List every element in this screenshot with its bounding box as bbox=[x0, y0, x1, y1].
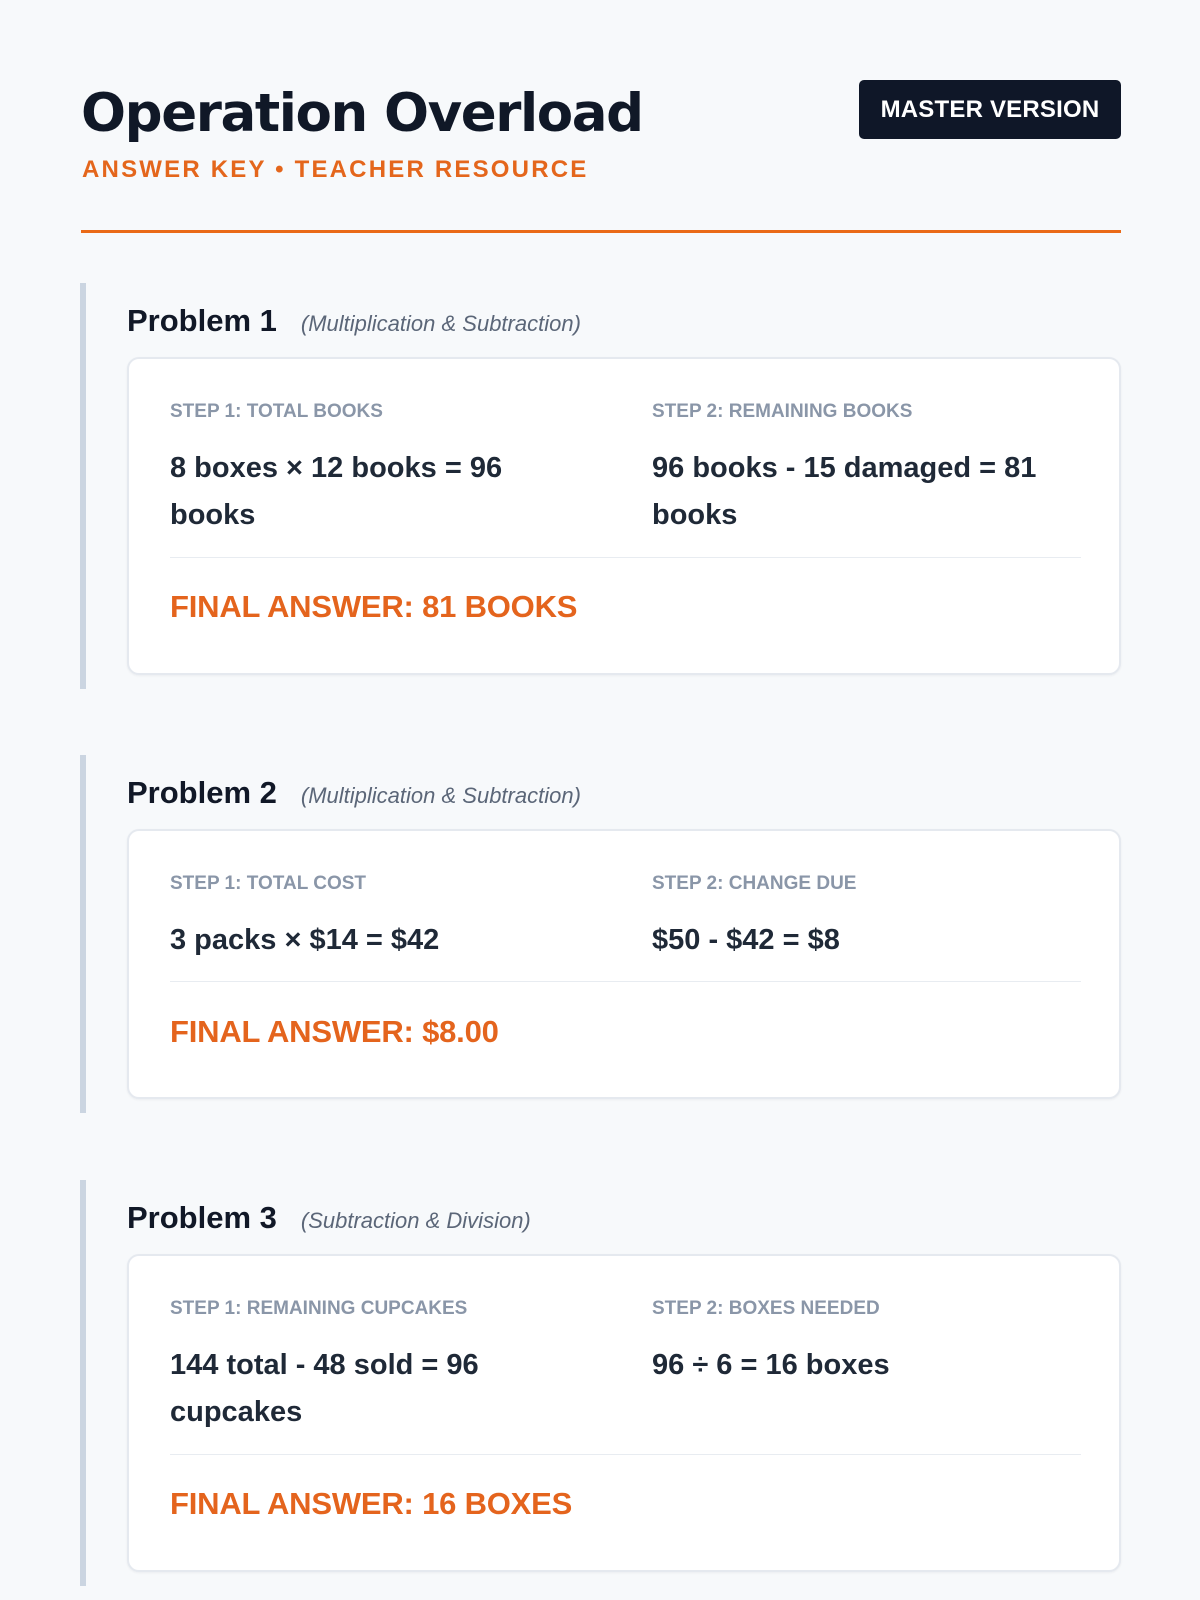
problem-operation-type: (Multiplication & Subtraction) bbox=[300, 783, 581, 808]
step-label: STEP 2: CHANGE DUE bbox=[652, 873, 857, 894]
step-equation: 144 total - 48 sold = 96 cupcakes bbox=[170, 1349, 479, 1428]
step-1 bbox=[170, 399, 590, 539]
page-title: Operation Overload bbox=[81, 83, 643, 144]
problem-1-section bbox=[80, 283, 1127, 689]
problem-solution-card bbox=[127, 357, 1121, 675]
problem-title: Problem 3 bbox=[127, 1200, 277, 1235]
step-1 bbox=[170, 1296, 590, 1436]
problem-heading bbox=[127, 301, 581, 341]
step-1 bbox=[170, 871, 590, 964]
card-divider bbox=[170, 557, 1081, 558]
problem-operation-type: (Subtraction & Division) bbox=[300, 1208, 531, 1233]
step-label: STEP 1: TOTAL BOOKS bbox=[170, 401, 383, 422]
step-label: STEP 1: TOTAL COST bbox=[170, 873, 367, 894]
step-equation: 8 boxes × 12 books = 96 books bbox=[170, 452, 503, 531]
card-divider bbox=[170, 981, 1081, 982]
step-equation: 96 ÷ 6 = 16 boxes bbox=[652, 1349, 890, 1381]
final-answer: FINAL ANSWER: $8.00 bbox=[170, 1014, 499, 1049]
problem-heading bbox=[127, 1198, 531, 1238]
problem-operation-type: (Multiplication & Subtraction) bbox=[300, 311, 581, 336]
master-version-badge: MASTER VERSION bbox=[859, 80, 1121, 139]
problem-2-section bbox=[80, 755, 1127, 1113]
step-label: STEP 2: BOXES NEEDED bbox=[652, 1298, 880, 1319]
final-answer: FINAL ANSWER: 81 BOOKS bbox=[170, 589, 578, 624]
problem-3-section bbox=[80, 1180, 1127, 1586]
card-divider bbox=[170, 1454, 1081, 1455]
step-equation: 3 packs × $14 = $42 bbox=[170, 924, 440, 956]
step-2 bbox=[652, 871, 1072, 964]
problem-heading bbox=[127, 773, 581, 813]
problem-title: Problem 2 bbox=[127, 775, 277, 810]
step-label: STEP 2: REMAINING BOOKS bbox=[652, 401, 913, 422]
final-answer: FINAL ANSWER: 16 BOXES bbox=[170, 1486, 573, 1521]
page-header bbox=[81, 78, 1121, 233]
step-equation: 96 books - 15 damaged = 81 books bbox=[652, 452, 1037, 531]
step-2 bbox=[652, 399, 1072, 539]
page-subtitle: ANSWER KEY • TEACHER RESOURCE bbox=[82, 156, 589, 183]
problem-solution-card bbox=[127, 1254, 1121, 1572]
step-2 bbox=[652, 1296, 1072, 1389]
step-label: STEP 1: REMAINING CUPCAKES bbox=[170, 1298, 468, 1319]
step-equation: $50 - $42 = $8 bbox=[652, 924, 840, 956]
problem-title: Problem 1 bbox=[127, 303, 277, 338]
problem-solution-card bbox=[127, 829, 1121, 1099]
